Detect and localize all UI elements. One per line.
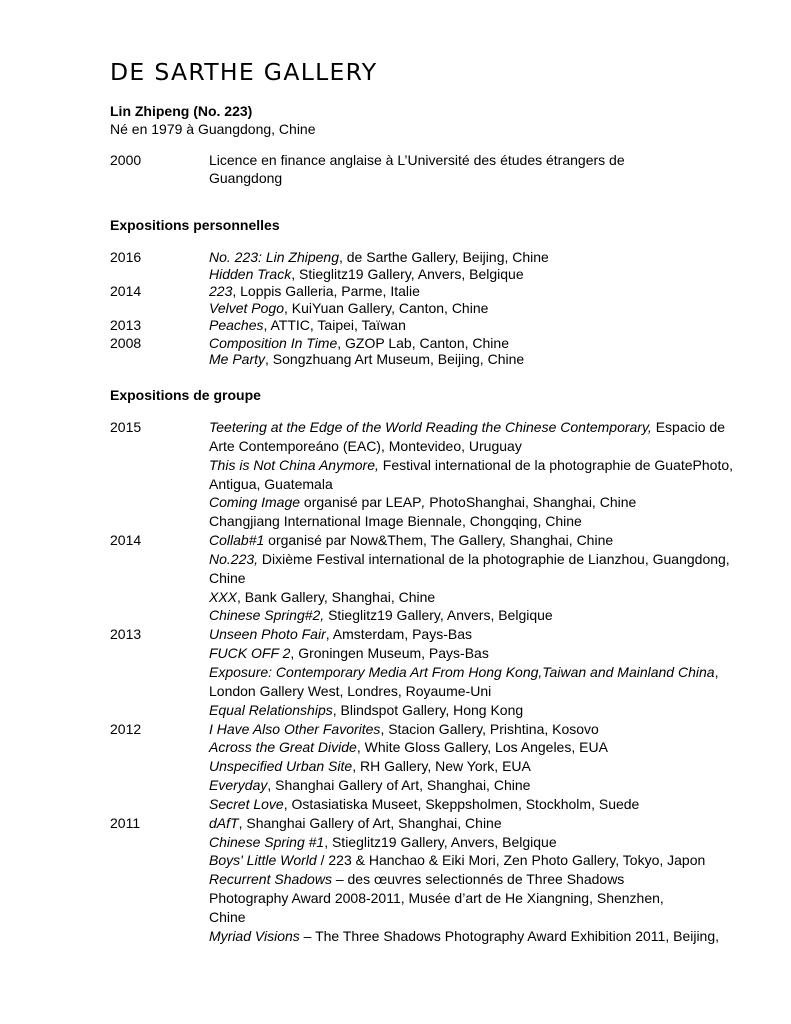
entry-text: Chine bbox=[209, 908, 246, 925]
education-list bbox=[110, 151, 760, 187]
entry-text: , Bank Gallery, Shanghai, Chine bbox=[237, 588, 436, 605]
entry-year: 2014 bbox=[110, 283, 142, 299]
entry-line bbox=[209, 776, 760, 795]
entry-text: , Stacion Gallery, Prishtina, Kosovo bbox=[380, 720, 599, 737]
entry-line bbox=[209, 870, 760, 889]
entry-line bbox=[209, 456, 760, 475]
entry-title-text: I Have Also Other Favorites bbox=[209, 720, 381, 737]
entry-title-text: Everyday bbox=[209, 777, 268, 794]
entry-line bbox=[209, 889, 760, 908]
entry-title-text: Peaches bbox=[209, 317, 264, 333]
artist-info bbox=[110, 102, 316, 138]
entry-line bbox=[209, 151, 760, 169]
entry-line bbox=[209, 814, 760, 833]
entry-title-text: 223 bbox=[209, 283, 233, 299]
entry-line bbox=[209, 418, 760, 437]
cv-entry bbox=[110, 249, 760, 282]
entry-line bbox=[209, 300, 760, 317]
entry-line bbox=[209, 588, 760, 607]
entry-text: , Blindspot Gallery, Hong Kong bbox=[332, 701, 524, 718]
cv-entry bbox=[110, 814, 760, 946]
entry-text: Chine bbox=[209, 569, 246, 586]
entry-lines bbox=[209, 317, 760, 334]
entry-lines bbox=[209, 418, 760, 531]
entry-title-text: No. 223: Lin Zhipeng bbox=[209, 249, 339, 265]
entry-text: , Shanghai Gallery of Art, Shanghai, Chine bbox=[267, 777, 531, 794]
entry-line bbox=[209, 927, 760, 946]
entry-title-text: dAfT bbox=[209, 814, 239, 831]
entry-year: 2011 bbox=[110, 814, 141, 831]
entry-title-text: Collab#1 bbox=[209, 532, 265, 549]
entry-text: , Songzhuang Art Museum, Beijing, Chine bbox=[265, 351, 525, 367]
entry-text: London Gallery West, Londres, Royaume-Uni bbox=[209, 682, 492, 699]
entry-lines bbox=[209, 249, 760, 282]
entry-text: / 223 & Hanchao & Eiki Mori, Zen Photo Gallery, Tokyo, Japon bbox=[316, 852, 706, 869]
entry-text: , White Gloss Gallery, Los Angeles, EUA bbox=[356, 739, 608, 756]
section-heading-solo: Expositions personnelles bbox=[110, 217, 280, 233]
entry-text: , bbox=[714, 663, 719, 680]
entry-line bbox=[209, 757, 760, 776]
entry-text: Arte Contemporeáno (EAC), Montevideo, Uruguay bbox=[209, 437, 522, 454]
entry-title-text: This is Not China Anymore, bbox=[209, 456, 379, 473]
entry-year: 2016 bbox=[110, 249, 142, 265]
cv-entry bbox=[110, 317, 760, 334]
entry-line bbox=[209, 663, 760, 682]
entry-text: , de Sarthe Gallery, Beijing, Chine bbox=[338, 249, 549, 265]
entry-text: – des œuvres selectionnés de Three Shadows bbox=[331, 871, 625, 888]
entry-text: , Shanghai Gallery of Art, Shanghai, Chine bbox=[238, 814, 502, 831]
entry-lines bbox=[209, 151, 760, 187]
entry-line bbox=[209, 531, 760, 550]
entry-text: , Stieglitz19 Gallery, Anvers, Belgique bbox=[291, 265, 524, 282]
entry-lines bbox=[209, 720, 760, 814]
entry-lines bbox=[209, 814, 760, 946]
solo-exhibitions-list bbox=[110, 249, 760, 368]
entry-year: 2014 bbox=[110, 532, 142, 549]
entry-title-text: Exposure: Contemporary Media Art From Hong Kong,Taiwan and Mainland China bbox=[209, 663, 715, 680]
entry-title-text: Boys' Little World bbox=[209, 852, 317, 869]
entry-title-text: Velvet Pogo bbox=[209, 299, 284, 316]
gallery-logo: DE SARTHE GALLERY bbox=[110, 58, 378, 86]
entry-line bbox=[209, 283, 760, 300]
entry-line bbox=[209, 569, 760, 588]
entry-title-text: Me Party bbox=[209, 351, 266, 367]
entry-line bbox=[209, 266, 760, 283]
entry-lines bbox=[209, 625, 760, 719]
entry-title-text: , bbox=[421, 494, 426, 511]
cv-entry bbox=[110, 720, 760, 814]
entry-text: Guangdong bbox=[209, 170, 283, 186]
entry-lines bbox=[209, 531, 760, 625]
entry-line bbox=[209, 351, 760, 368]
entry-text: Festival international de la photographie de GuatePhoto, bbox=[378, 456, 734, 473]
entry-text: , Stieglitz19 Gallery, Anvers, Belgique bbox=[324, 833, 557, 850]
entry-text: , KuiYuan Gallery, Canton, Chine bbox=[283, 299, 489, 316]
entry-year: 2013 bbox=[110, 317, 142, 333]
entry-line bbox=[209, 644, 760, 663]
entry-line bbox=[209, 550, 760, 569]
entry-title-text: FUCK OFF 2 bbox=[209, 645, 291, 662]
cv-entry bbox=[110, 151, 760, 187]
entry-title-text: Myriad Visions bbox=[209, 927, 300, 944]
entry-line bbox=[209, 908, 760, 927]
entry-text: , Ostasiatiska Museet, Skeppsholmen, Stockholm, Suede bbox=[283, 795, 640, 812]
entry-line bbox=[209, 317, 760, 334]
entry-text: Espacio de bbox=[651, 419, 725, 435]
entry-text: , Loppis Galleria, Parme, Italie bbox=[232, 283, 420, 299]
entry-title-text: Secret Love bbox=[209, 795, 284, 812]
entry-line bbox=[209, 720, 760, 739]
entry-line bbox=[209, 738, 760, 757]
entry-text: Antigua, Guatemala bbox=[209, 475, 333, 492]
section-heading-group: Expositions de groupe bbox=[110, 387, 261, 403]
entry-text: , ATTIC, Taipei, Taïwan bbox=[263, 317, 406, 333]
entry-line bbox=[209, 682, 760, 701]
cv-entry bbox=[110, 531, 760, 625]
entry-title-text: Unseen Photo Fair bbox=[209, 626, 326, 643]
entry-title-text: Teetering at the Edge of the World Reading the Chinese Contemporary, bbox=[209, 419, 652, 435]
entry-text: PhotoShanghai, Shanghai, Chine bbox=[425, 494, 637, 511]
entry-text: – The Three Shadows Photography Award Exhibition 2011, Beijing, bbox=[299, 927, 720, 944]
cv-entry bbox=[110, 283, 760, 316]
entry-lines bbox=[209, 283, 760, 316]
entry-title-text: Chinese Spring#2, bbox=[209, 607, 325, 624]
entry-text: Stieglitz19 Gallery, Anvers, Belgique bbox=[324, 607, 553, 624]
entry-line bbox=[209, 437, 760, 456]
entry-text: organisé par Now&Them, The Gallery, Shanghai, Chine bbox=[264, 532, 614, 549]
entry-year: 2015 bbox=[110, 419, 142, 435]
entry-line bbox=[209, 169, 760, 187]
entry-text: , Amsterdam, Pays-Bas bbox=[325, 626, 473, 643]
entry-line bbox=[209, 851, 760, 870]
entry-year: 2000 bbox=[110, 152, 142, 168]
entry-text: Licence en finance anglaise à L’Université des études étrangers de bbox=[209, 152, 625, 168]
entry-text: , RH Gallery, New York, EUA bbox=[352, 758, 531, 775]
entry-line bbox=[209, 475, 760, 494]
entry-text: Changjiang International Image Biennale, Chongqing, Chine bbox=[209, 513, 582, 530]
entry-line bbox=[209, 625, 760, 644]
entry-title-text: Hidden Track bbox=[209, 265, 292, 282]
entry-text: Photography Award 2008-2011, Musée d’art de He Xiangning, Shenzhen, bbox=[209, 890, 664, 907]
entry-title-text: Across the Great Divide bbox=[209, 739, 357, 756]
entry-line bbox=[209, 606, 760, 625]
group-exhibitions-list bbox=[110, 418, 760, 946]
artist-name: Lin Zhipeng (No. 223) bbox=[110, 103, 253, 119]
cv-entry bbox=[110, 418, 760, 531]
entry-title-text: Composition In Time bbox=[209, 334, 338, 351]
entry-line bbox=[209, 512, 760, 531]
entry-text: Dixième Festival international de la photographie de Lianzhou, Guangdong, bbox=[258, 550, 730, 567]
cv-entry bbox=[110, 335, 760, 368]
entry-line bbox=[209, 701, 760, 720]
entry-text: organisé par LEAP bbox=[300, 494, 422, 511]
entry-text: , GZOP Lab, Canton, Chine bbox=[337, 334, 509, 351]
entry-year: 2013 bbox=[110, 626, 142, 643]
entry-line bbox=[209, 249, 760, 266]
entry-title-text: Chinese Spring #1 bbox=[209, 833, 325, 850]
entry-title-text: Equal Relationships bbox=[209, 701, 333, 718]
entry-title-text: XXX bbox=[209, 588, 238, 605]
entry-title-text: Recurrent Shadows bbox=[209, 871, 332, 888]
entry-line bbox=[209, 493, 760, 512]
entry-line bbox=[209, 335, 760, 352]
cv-entry bbox=[110, 625, 760, 719]
artist-birth: Né en 1979 à Guangdong, Chine bbox=[110, 121, 316, 137]
entry-year: 2008 bbox=[110, 334, 142, 351]
entry-lines bbox=[209, 335, 760, 368]
entry-line bbox=[209, 833, 760, 852]
entry-year: 2012 bbox=[110, 720, 142, 737]
entry-title-text: Coming Image bbox=[209, 494, 301, 511]
entry-title-text: No.223, bbox=[209, 550, 259, 567]
entry-text: , Groningen Museum, Pays-Bas bbox=[290, 645, 489, 662]
entry-title-text: Unspecified Urban Site bbox=[209, 758, 353, 775]
entry-line bbox=[209, 795, 760, 814]
